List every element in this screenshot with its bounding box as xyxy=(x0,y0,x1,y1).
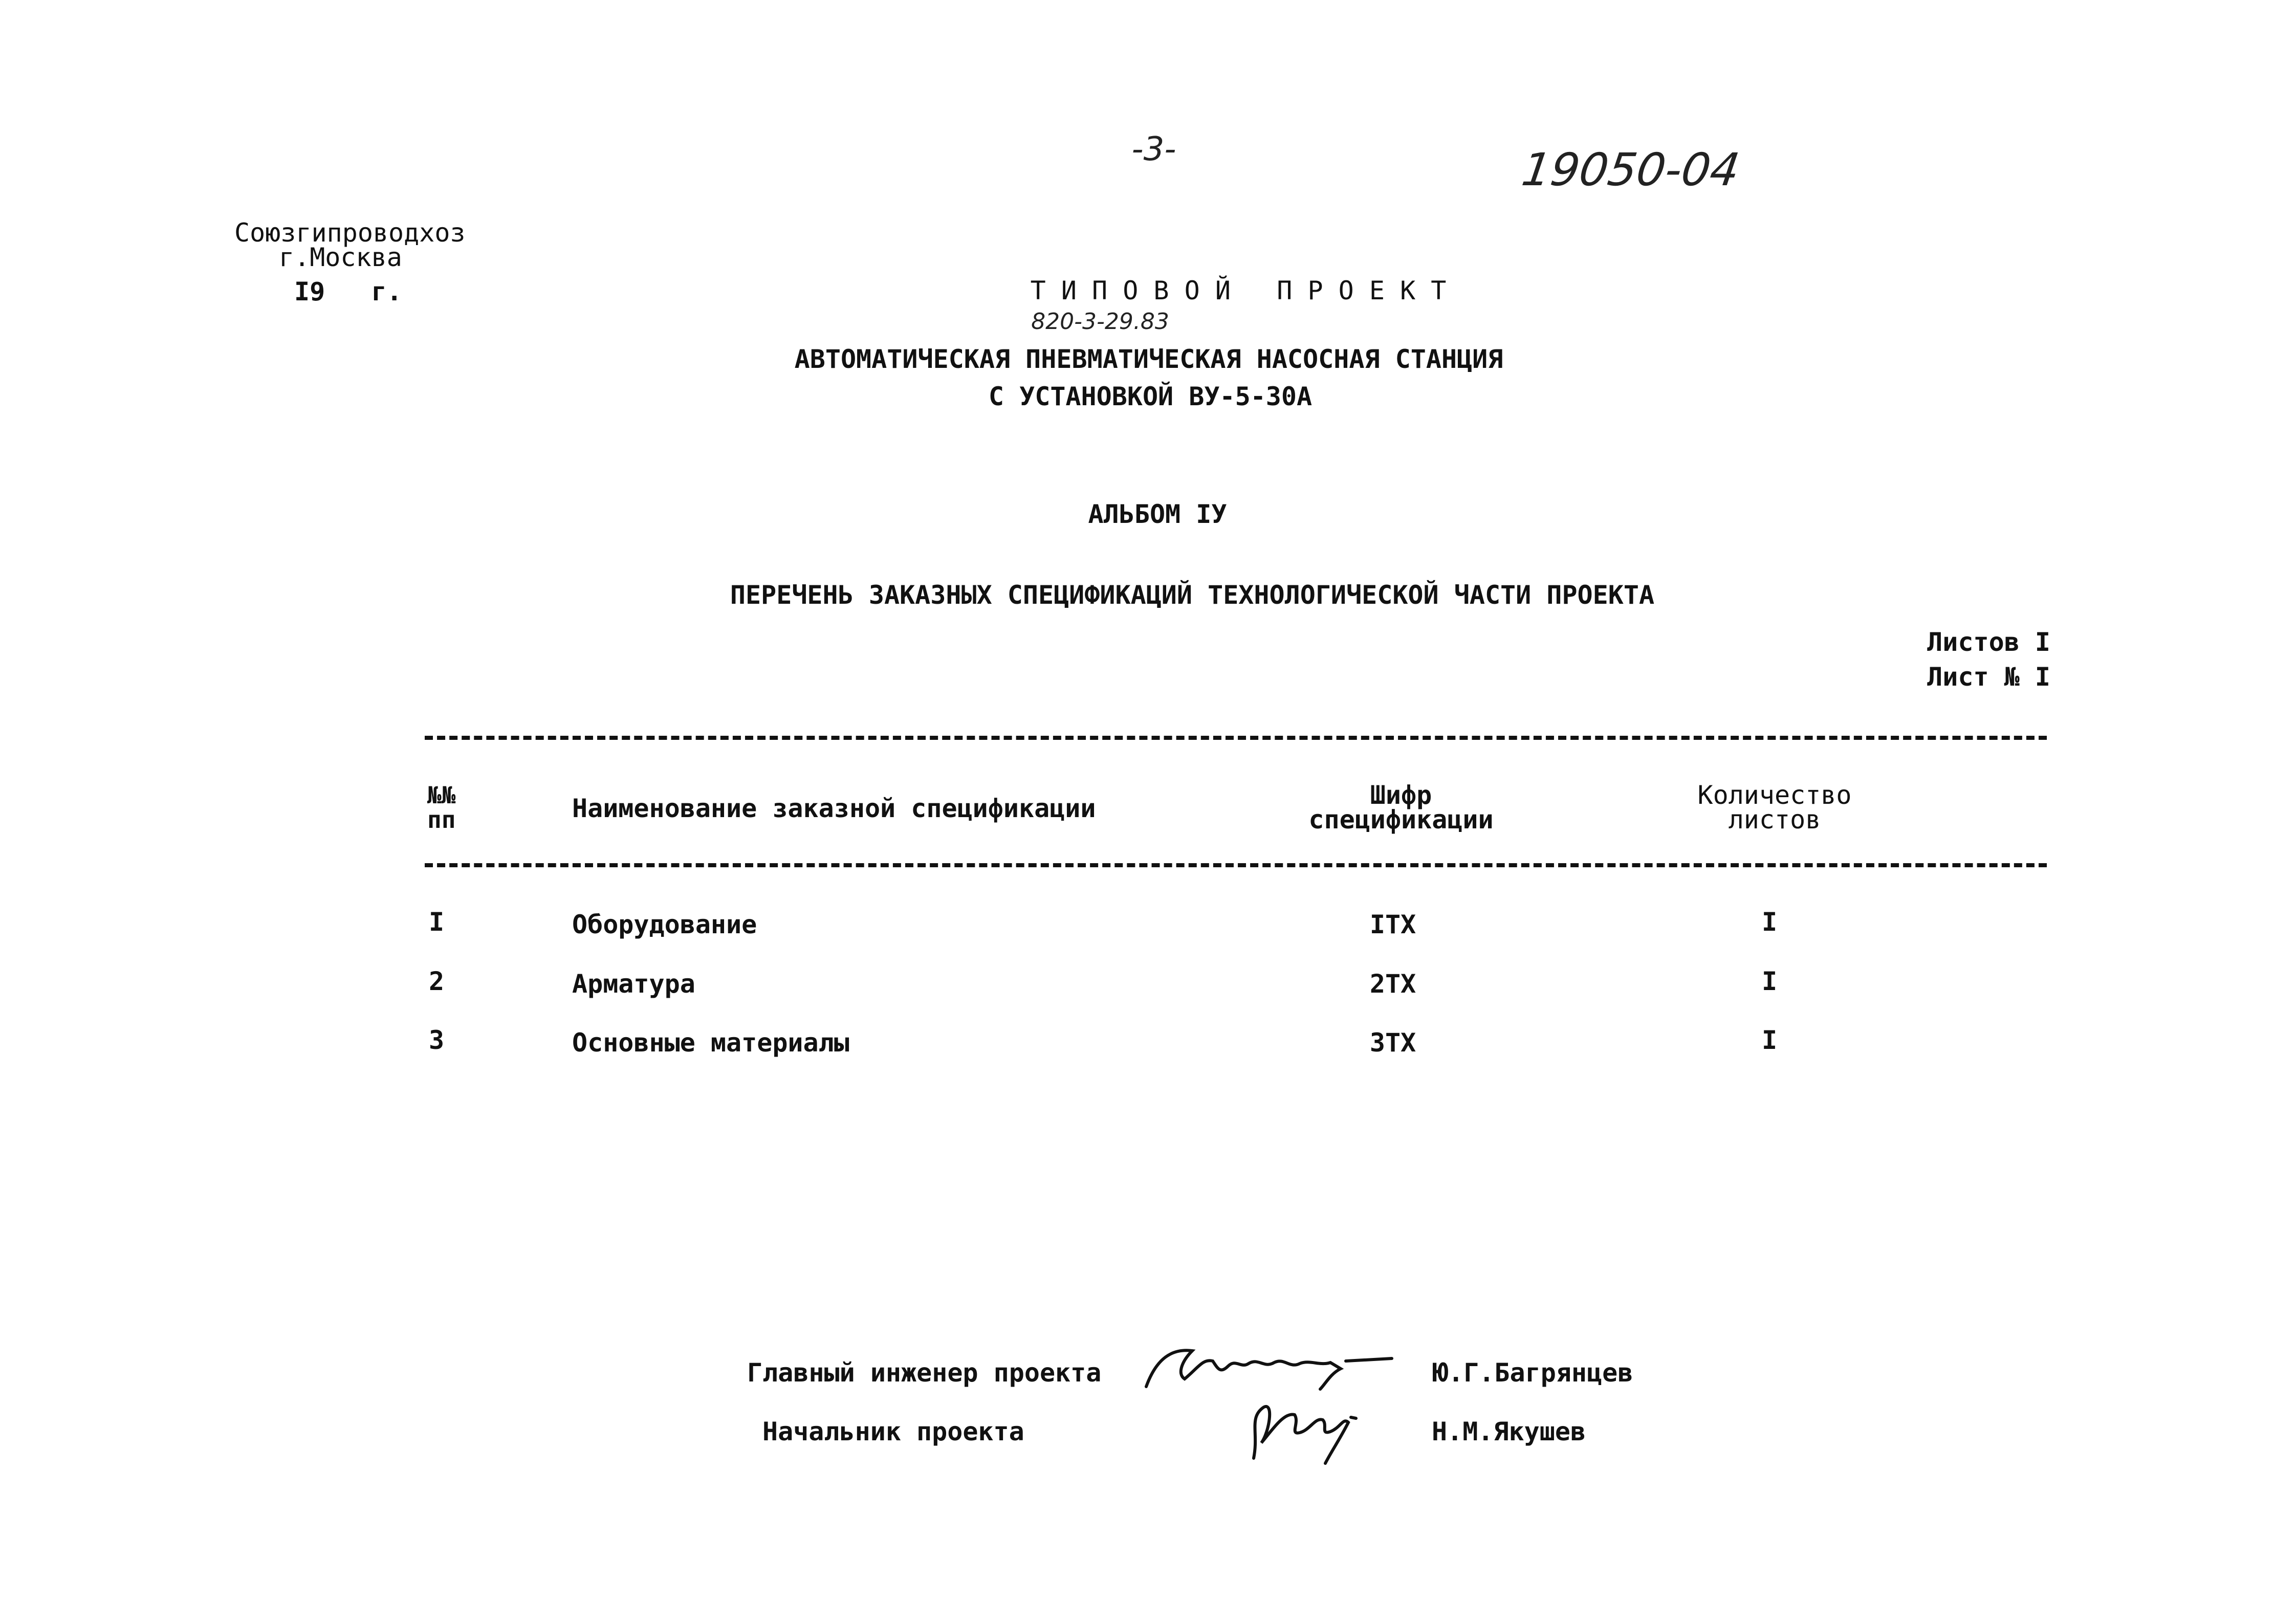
chief-engineer-signature xyxy=(1136,1338,1402,1394)
row-number: I xyxy=(429,907,445,937)
row-sheets: I xyxy=(1761,967,1778,996)
document-type: Т И П О В О Й П Р О Е К Т xyxy=(1030,276,1447,305)
page-number: -3- xyxy=(1131,130,1176,168)
column-header-line: №№ xyxy=(427,781,456,809)
chief-engineer-role: Главный инженер проекта xyxy=(747,1358,1102,1388)
list-title: ПЕРЕЧЕНЬ ЗАКАЗНЫХ СПЕЦИФИКАЦИЙ ТЕХНОЛОГИЧЕСКОЙ ЧАСТИ ПРОЕКТА xyxy=(730,580,1655,610)
organization-name: Союзгипроводхоз xyxy=(234,218,466,248)
column-header-line: пп xyxy=(427,806,456,833)
column-header-sheets xyxy=(1697,780,1852,835)
column-header-number xyxy=(427,783,455,832)
row-name: Основные материалы xyxy=(572,1028,849,1058)
project-code: 820-3-29.83 xyxy=(1031,309,1169,335)
organization-year: I9 г. xyxy=(294,277,402,306)
row-name: Арматура xyxy=(572,969,695,999)
sheet-current: Лист № I xyxy=(1927,662,2050,692)
album-title: АЛЬБОМ IУ xyxy=(1088,499,1227,529)
row-code: 2ТХ xyxy=(1369,969,1416,999)
table-top-rule xyxy=(425,736,2047,740)
column-header-line: Шифр xyxy=(1370,780,1432,810)
row-number: 3 xyxy=(429,1025,445,1055)
project-head-role: Начальник проекта xyxy=(762,1417,1024,1446)
project-title-line1: АВТОМАТИЧЕСКАЯ ПНЕВМАТИЧЕСКАЯ НАСОСНАЯ СТАНЦИЯ xyxy=(794,344,1503,374)
document-code: 19050-04 xyxy=(1518,143,1743,196)
row-sheets: I xyxy=(1761,907,1778,937)
project-head-signature xyxy=(1238,1387,1371,1468)
organization-city: г.Москва xyxy=(279,243,402,272)
column-header-line: листов xyxy=(1728,805,1821,835)
column-header-line: спецификации xyxy=(1308,805,1494,835)
row-code: 3ТХ xyxy=(1369,1028,1416,1058)
column-header-name: Наименование заказной спецификации xyxy=(572,794,1096,823)
project-title-line2: С УСТАНОВКОЙ ВУ-5-30А xyxy=(988,382,1313,411)
row-name: Оборудование xyxy=(572,910,757,939)
column-header-line: Количество xyxy=(1697,780,1852,810)
sheets-total: Листов I xyxy=(1927,627,2050,657)
row-sheets: I xyxy=(1761,1025,1778,1055)
row-number: 2 xyxy=(429,967,445,996)
column-header-code xyxy=(1308,780,1494,835)
project-head-name: Н.М.Якушев xyxy=(1432,1417,1586,1446)
row-code: IТХ xyxy=(1369,910,1416,939)
table-header-rule xyxy=(425,863,2047,867)
chief-engineer-name: Ю.Г.Багрянцев xyxy=(1433,1358,1633,1388)
